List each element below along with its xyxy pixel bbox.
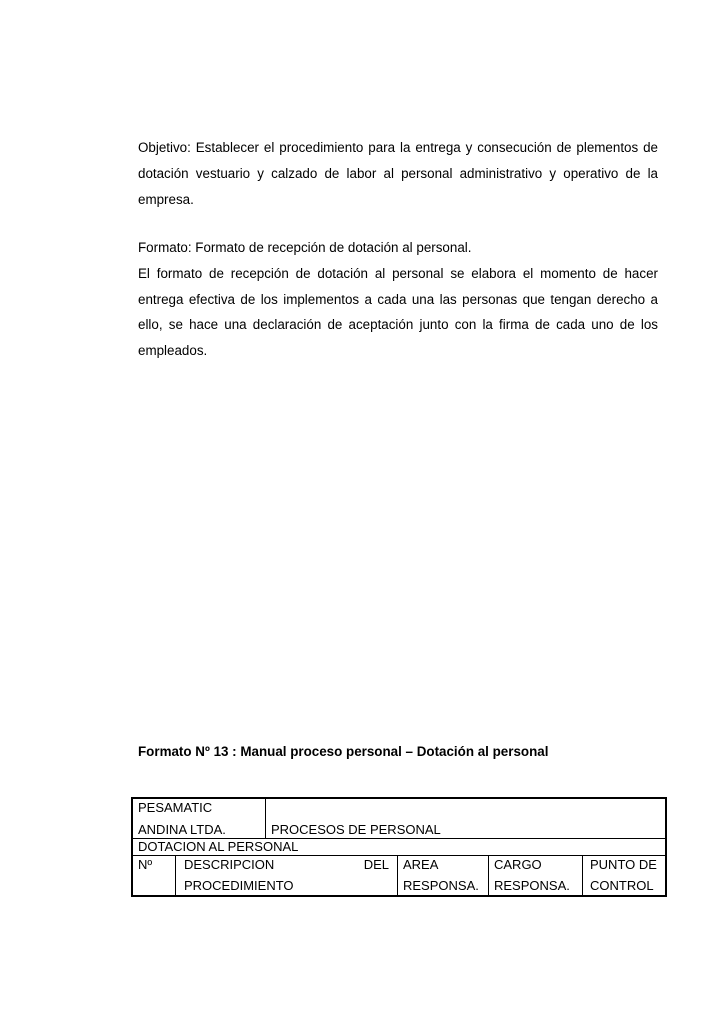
formato-title: Formato: Formato de recepción de dotación al personal.	[138, 240, 472, 255]
col-descripcion-line2: PROCEDIMIENTO	[184, 878, 294, 893]
col-cargo-line2: RESPONSA.	[494, 878, 570, 893]
col-cargo-line1: CARGO	[494, 857, 542, 872]
objetivo-paragraph	[138, 135, 658, 212]
process-cell	[265, 799, 665, 838]
col-descripcion-line1: DESCRIPCION	[184, 857, 275, 872]
column-header-row	[133, 856, 665, 895]
formato-paragraph: El formato de recepción de dotación al personal se elabora el momento de hacer entrega efectiva de los implementos a cada una las personas que tengan derecho a ello, se hace una declaración de aceptación junto con la firma de cada uno de los empleados.	[138, 265, 658, 359]
formato-section	[138, 235, 658, 364]
company-cell	[133, 799, 265, 838]
form-caption: Formato Nº 13 : Manual proceso personal – Dotación al personal	[138, 744, 549, 759]
col-punto-line1: PUNTO DE	[590, 857, 657, 872]
col-area-line2: RESPONSA.	[403, 878, 479, 893]
table-header-row	[133, 799, 665, 839]
col-area-line1: AREA	[403, 857, 439, 872]
col-descripcion-del: DEL	[363, 857, 389, 872]
col-punto-line2: CONTROL	[590, 878, 654, 893]
company-name-line2: ANDINA LTDA.	[138, 822, 226, 837]
col-num-label: Nº	[138, 857, 153, 872]
company-name-line1: PESAMATIC	[138, 800, 213, 815]
objetivo-text: Objetivo: Establecer el procedimiento para la entrega y consecución de plementos de dotación vestuario y calzado de labor al personal administrativo y operativo de la empresa.	[138, 140, 658, 207]
form-table	[131, 797, 667, 897]
process-title: PROCESOS DE PERSONAL	[271, 822, 441, 837]
section-row	[133, 839, 665, 856]
section-title: DOTACION AL PERSONAL	[138, 839, 299, 854]
col-num	[133, 856, 175, 895]
col-cargo	[488, 856, 582, 895]
col-area	[397, 856, 488, 895]
col-punto-control	[582, 856, 665, 895]
col-descripcion	[175, 856, 397, 895]
